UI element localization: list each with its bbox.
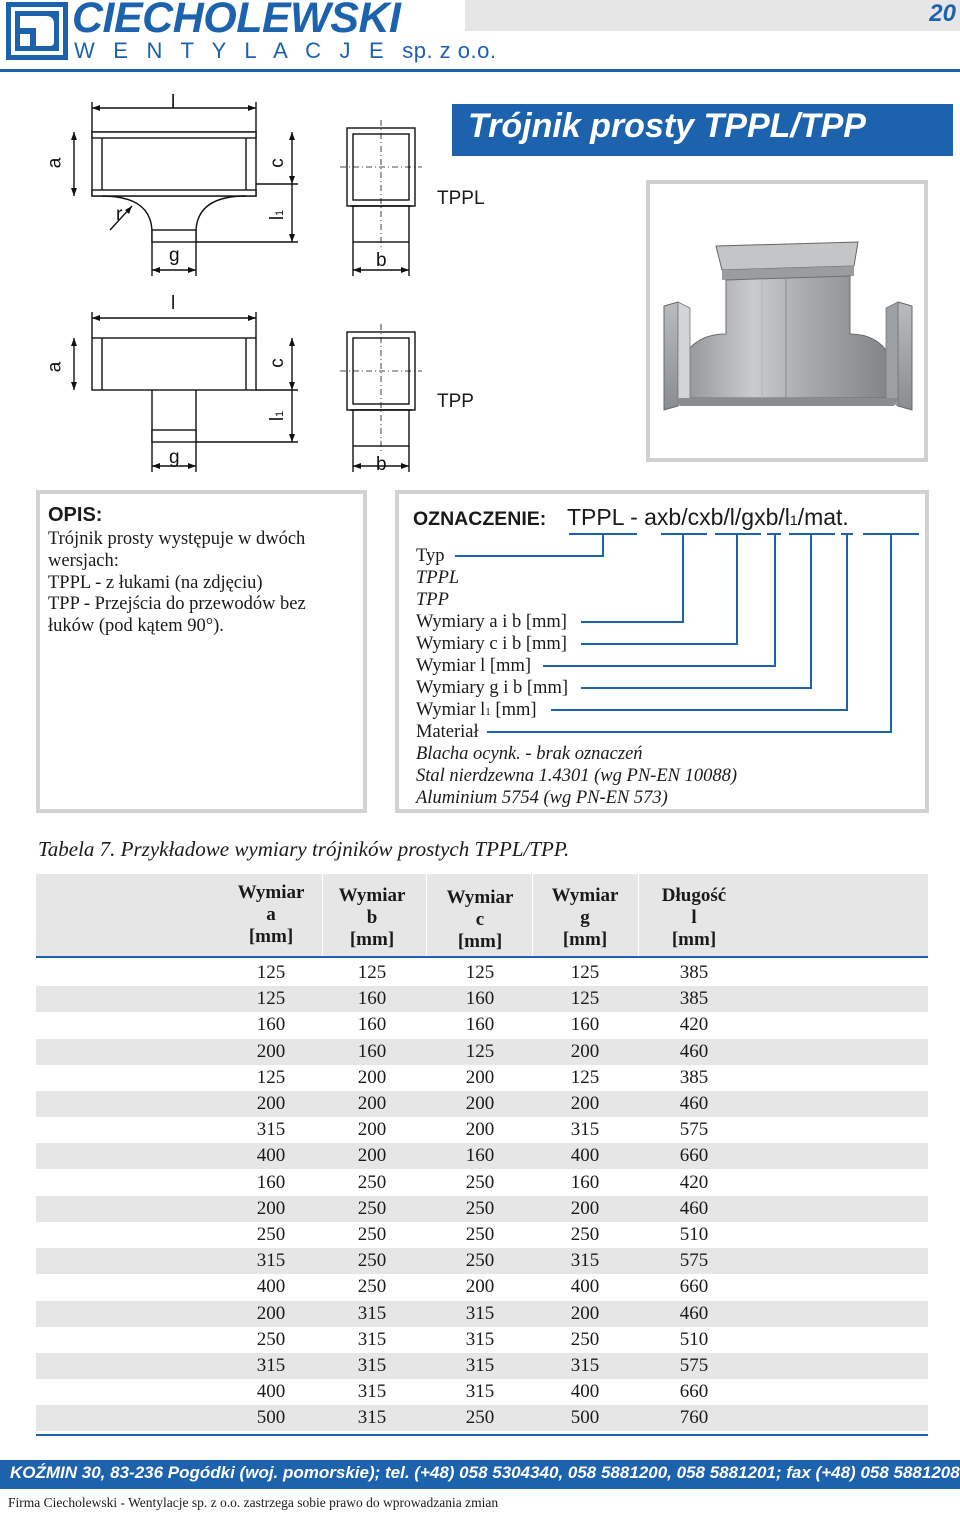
table-cell: 250 bbox=[570, 1328, 600, 1350]
header-line: [mm] bbox=[671, 929, 717, 950]
table-cell: 200 bbox=[357, 1119, 387, 1141]
page-number-box bbox=[465, 0, 960, 31]
header-col-l bbox=[644, 885, 744, 951]
header-col-a bbox=[221, 882, 321, 948]
technical-drawings bbox=[0, 80, 500, 490]
tppl-dim-l1-sub: 1 bbox=[274, 209, 287, 216]
table-cell: 385 bbox=[679, 988, 709, 1010]
description-box bbox=[36, 490, 367, 813]
table-cell: 160 bbox=[357, 1014, 387, 1036]
tpp-label: TPP bbox=[437, 391, 474, 412]
table-cell: 460 bbox=[679, 1197, 709, 1219]
table-row bbox=[36, 1379, 928, 1405]
code-l1: /l bbox=[778, 504, 790, 530]
brand-suffix: sp. z o.o. bbox=[402, 38, 497, 63]
tpp-dim-c: c bbox=[266, 358, 288, 368]
header-line: Długość bbox=[661, 885, 727, 906]
table-cell: 250 bbox=[465, 1171, 495, 1193]
footer-disclaimer: Firma Ciecholewski - Wentylacje sp. z o.o. zastrzega sobie prawo do wprowadzania zmian bbox=[8, 1495, 499, 1510]
tppl-dim-l1-main: l bbox=[267, 215, 289, 221]
description-title: OPIS: bbox=[48, 504, 103, 526]
designation-row-material: Materiał bbox=[416, 722, 479, 742]
description-line: TPPL - z łukami (na zdjęciu) bbox=[48, 572, 263, 593]
table-cell: 200 bbox=[256, 1040, 286, 1062]
header-line: [mm] bbox=[457, 931, 503, 952]
header-separator bbox=[638, 874, 639, 958]
tppl-label: TPPL bbox=[437, 188, 485, 209]
table-row bbox=[36, 1301, 928, 1327]
page-title: Trójnik prosty TPPL/TPP bbox=[468, 107, 866, 145]
table-cell: 315 bbox=[570, 1119, 600, 1141]
table-cell: 315 bbox=[357, 1355, 387, 1376]
code-type: TPPL bbox=[567, 504, 624, 530]
table-cell: 250 bbox=[357, 1171, 387, 1193]
table-cell: 250 bbox=[357, 1250, 387, 1272]
designation-row-aluminium: Aluminium 5754 (wg PN-EN 573) bbox=[416, 788, 668, 808]
page-header bbox=[0, 0, 960, 70]
table-header bbox=[36, 874, 928, 958]
header-line: c bbox=[475, 909, 485, 930]
table-cell: 500 bbox=[570, 1407, 600, 1429]
tppl-dim-l1 bbox=[267, 210, 289, 220]
header-line: a bbox=[266, 904, 276, 925]
tpp-dim-a: a bbox=[44, 361, 66, 373]
table-cell: 160 bbox=[465, 1145, 495, 1167]
table-cell: 200 bbox=[357, 1145, 387, 1167]
brand-name: CIECHOLEWSKI bbox=[72, 0, 401, 42]
table-cell: 660 bbox=[679, 1381, 709, 1403]
designation-row-cb: Wymiary c i b [mm] bbox=[416, 634, 567, 654]
title-banner bbox=[452, 104, 953, 156]
table-cell: 125 bbox=[256, 1066, 286, 1088]
code-axb: axb bbox=[644, 504, 682, 530]
designation-label: OZNACZENIE: bbox=[413, 508, 547, 530]
tppl-dim-g: g bbox=[169, 245, 180, 266]
designation-row-l1-text: Wymiar l bbox=[416, 700, 486, 720]
table-row bbox=[36, 1170, 928, 1196]
header-col-c bbox=[430, 887, 530, 953]
tpp-drawing bbox=[71, 312, 422, 472]
table-cell: 200 bbox=[465, 1276, 495, 1298]
table-cell: 250 bbox=[465, 1407, 495, 1429]
table-cell: 500 bbox=[256, 1407, 286, 1429]
company-logo-icon bbox=[6, 2, 68, 60]
brand-tagline bbox=[74, 38, 496, 64]
table-cell: 315 bbox=[570, 1355, 600, 1376]
table-cell: 200 bbox=[256, 1302, 286, 1324]
table-cell: 250 bbox=[465, 1224, 495, 1245]
table-cell: 575 bbox=[679, 1250, 709, 1272]
header-line: Wymiar bbox=[446, 887, 514, 908]
table-caption: Tabela 7. Przykładowe wymiary trójników prostych TPPL/TPP. bbox=[38, 837, 570, 861]
table-row bbox=[36, 1117, 928, 1143]
table-cell: 125 bbox=[465, 1040, 495, 1062]
header-col-g bbox=[535, 885, 635, 951]
table-cell: 250 bbox=[465, 1250, 495, 1272]
brand-tagline-text: W E N T Y L A C J E bbox=[74, 38, 390, 63]
tppl-dim-r: r bbox=[116, 204, 123, 225]
table-cell: 160 bbox=[465, 988, 495, 1010]
table-cell: 385 bbox=[679, 962, 709, 983]
table-cell: 250 bbox=[357, 1276, 387, 1298]
table-cell: 315 bbox=[465, 1355, 495, 1376]
table-cell: 160 bbox=[357, 988, 387, 1010]
header-line: Wymiar bbox=[237, 882, 305, 903]
header-separator bbox=[532, 874, 533, 958]
designation-row-gb: Wymiary g i b [mm] bbox=[416, 678, 568, 698]
table-cell: 200 bbox=[465, 1119, 495, 1141]
table-cell: 160 bbox=[256, 1014, 286, 1036]
header-line: [mm] bbox=[248, 926, 294, 947]
tppl-drawing bbox=[71, 102, 422, 276]
table-cell: 400 bbox=[570, 1145, 600, 1167]
table-cell: 315 bbox=[256, 1355, 286, 1376]
designation-row-l1-tail: [mm] bbox=[490, 700, 537, 720]
table-cell: 315 bbox=[465, 1328, 495, 1350]
table-row bbox=[36, 1353, 928, 1379]
tee-fitting-photo-icon bbox=[650, 184, 924, 458]
footer-address: KOŹMIN 30, 83-236 Pogódki (woj. pomorskie); tel. (+48) 058 5304340, 058 5881200, 058 5881201; fax (+48) 058 5881208 bbox=[10, 1463, 960, 1482]
designation-box bbox=[395, 490, 929, 813]
table-cell: 400 bbox=[256, 1276, 286, 1298]
header-line: Wymiar bbox=[338, 885, 406, 906]
description-line: łuków (pod kątem 90°). bbox=[48, 616, 224, 637]
table-cell: 460 bbox=[679, 1093, 709, 1114]
table-cell: 660 bbox=[679, 1276, 709, 1298]
table-cell: 250 bbox=[465, 1197, 495, 1219]
table-cell: 160 bbox=[357, 1040, 387, 1062]
tppl-dim-l: l bbox=[171, 92, 176, 113]
description-line: wersjach: bbox=[48, 550, 119, 571]
table-row bbox=[36, 960, 928, 986]
table-row bbox=[36, 1248, 928, 1274]
tpp-dim-l1 bbox=[267, 411, 289, 421]
header-line: g bbox=[580, 907, 590, 928]
description-text bbox=[48, 529, 306, 638]
header-line: l bbox=[691, 907, 697, 928]
description-line: Trójnik prosty występuje w dwóch bbox=[48, 529, 306, 549]
table-cell: 250 bbox=[256, 1224, 286, 1245]
table-cell: 760 bbox=[679, 1407, 709, 1429]
designation-code bbox=[567, 504, 849, 531]
table-cell: 660 bbox=[679, 1145, 709, 1167]
table-cell: 200 bbox=[465, 1066, 495, 1088]
table-cell: 160 bbox=[465, 1014, 495, 1036]
header-line: [mm] bbox=[349, 929, 395, 950]
table-cell: 400 bbox=[256, 1381, 286, 1403]
table-cell: 200 bbox=[570, 1040, 600, 1062]
table-cell: 315 bbox=[465, 1381, 495, 1403]
designation-row-l1 bbox=[416, 700, 537, 721]
designation-row-galvanized: Blacha ocynk. - brak oznaczeń bbox=[416, 744, 643, 764]
table-cell: 125 bbox=[256, 962, 286, 983]
code-mat: /mat. bbox=[797, 504, 849, 530]
header-line: [mm] bbox=[562, 929, 608, 950]
table-cell: 250 bbox=[357, 1197, 387, 1219]
table-cell: 510 bbox=[679, 1224, 709, 1245]
table-cell: 200 bbox=[256, 1093, 286, 1114]
designation-row-tppl: TPPL bbox=[416, 568, 460, 588]
table-cell: 200 bbox=[570, 1197, 600, 1219]
table-cell: 250 bbox=[570, 1224, 600, 1245]
designation-row-stainless: Stal nierdzewna 1.4301 (wg PN-EN 10088) bbox=[416, 766, 737, 786]
header-line: b bbox=[366, 907, 378, 928]
table-row bbox=[36, 1012, 928, 1038]
table-row bbox=[36, 1405, 928, 1431]
table-cell: 315 bbox=[465, 1302, 495, 1324]
code-l1-sub: 1 bbox=[789, 512, 798, 528]
designation-row-ab: Wymiary a i b [mm] bbox=[416, 612, 567, 632]
description-line: TPP - Przejścia do przewodów bez bbox=[48, 594, 306, 615]
designation-row-tpp: TPP bbox=[416, 590, 449, 610]
table-cell: 315 bbox=[570, 1250, 600, 1272]
table-cell: 420 bbox=[679, 1014, 709, 1036]
table-cell: 420 bbox=[679, 1171, 709, 1193]
table-cell: 160 bbox=[570, 1014, 600, 1036]
table-cell: 460 bbox=[679, 1302, 709, 1324]
table-row bbox=[36, 1274, 928, 1300]
table-cell: 125 bbox=[570, 988, 600, 1010]
table-row bbox=[36, 1091, 928, 1117]
table-row bbox=[36, 1065, 928, 1091]
table-cell: 125 bbox=[570, 962, 600, 983]
header-line: Wymiar bbox=[551, 885, 619, 906]
table-row bbox=[36, 1327, 928, 1353]
tpp-dim-g: g bbox=[169, 447, 180, 468]
table-cell: 250 bbox=[357, 1224, 387, 1245]
table-cell: 200 bbox=[357, 1066, 387, 1088]
table-bottom-rule bbox=[36, 1434, 928, 1436]
table-row bbox=[36, 1143, 928, 1169]
header-rule bbox=[0, 69, 960, 72]
tpp-dim-l1-sub: 1 bbox=[274, 410, 287, 417]
table-row bbox=[36, 1222, 928, 1248]
footer-bar bbox=[0, 1460, 960, 1489]
designation-row-l: Wymiar l [mm] bbox=[416, 656, 531, 676]
table-row bbox=[36, 1039, 928, 1065]
table-cell: 315 bbox=[357, 1302, 387, 1324]
table-cell: 575 bbox=[679, 1355, 709, 1376]
code-dash: - bbox=[630, 504, 638, 530]
table-cell: 575 bbox=[679, 1119, 709, 1141]
table-cell: 315 bbox=[357, 1328, 387, 1350]
code-cxb: /cxb bbox=[681, 504, 724, 530]
table-cell: 385 bbox=[679, 1066, 709, 1088]
table-cell: 125 bbox=[256, 988, 286, 1010]
page-number: 20 bbox=[929, 0, 956, 27]
table-cell: 510 bbox=[679, 1328, 709, 1350]
product-photo bbox=[646, 180, 928, 462]
header-col-b bbox=[322, 885, 422, 951]
code-l: /l bbox=[723, 504, 735, 530]
table-cell: 400 bbox=[570, 1381, 600, 1403]
table-cell: 125 bbox=[465, 962, 495, 983]
table-cell: 315 bbox=[357, 1381, 387, 1403]
table-cell: 200 bbox=[465, 1093, 495, 1114]
table-cell: 315 bbox=[357, 1407, 387, 1429]
table-cell: 460 bbox=[679, 1040, 709, 1062]
table-row bbox=[36, 1196, 928, 1222]
table-cell: 315 bbox=[256, 1250, 286, 1272]
tpp-dim-l: l bbox=[171, 293, 176, 314]
table-cell: 160 bbox=[256, 1171, 286, 1193]
table-cell: 200 bbox=[570, 1093, 600, 1114]
tppl-dim-b: b bbox=[376, 250, 387, 271]
table-cell: 250 bbox=[256, 1328, 286, 1350]
tppl-dim-a: a bbox=[44, 157, 66, 169]
table-cell: 200 bbox=[256, 1197, 286, 1219]
header-rule bbox=[36, 956, 928, 958]
table-cell: 200 bbox=[570, 1302, 600, 1324]
table-cell: 400 bbox=[570, 1276, 600, 1298]
table-cell: 315 bbox=[256, 1119, 286, 1141]
code-gxb: /gxb bbox=[734, 504, 779, 530]
designation-row-typ: Typ bbox=[416, 546, 445, 566]
table-cell: 160 bbox=[570, 1171, 600, 1193]
table-cell: 125 bbox=[357, 962, 387, 983]
table-row bbox=[36, 986, 928, 1012]
tpp-dim-l1-main: l bbox=[267, 416, 289, 422]
table-cell: 125 bbox=[570, 1066, 600, 1088]
tppl-dim-c: c bbox=[266, 158, 288, 168]
table-cell: 200 bbox=[357, 1093, 387, 1114]
tpp-dim-b: b bbox=[376, 454, 387, 475]
header-separator bbox=[426, 874, 427, 958]
designation-row-l1-sub: 1 bbox=[485, 706, 491, 718]
table-cell: 400 bbox=[256, 1145, 286, 1167]
